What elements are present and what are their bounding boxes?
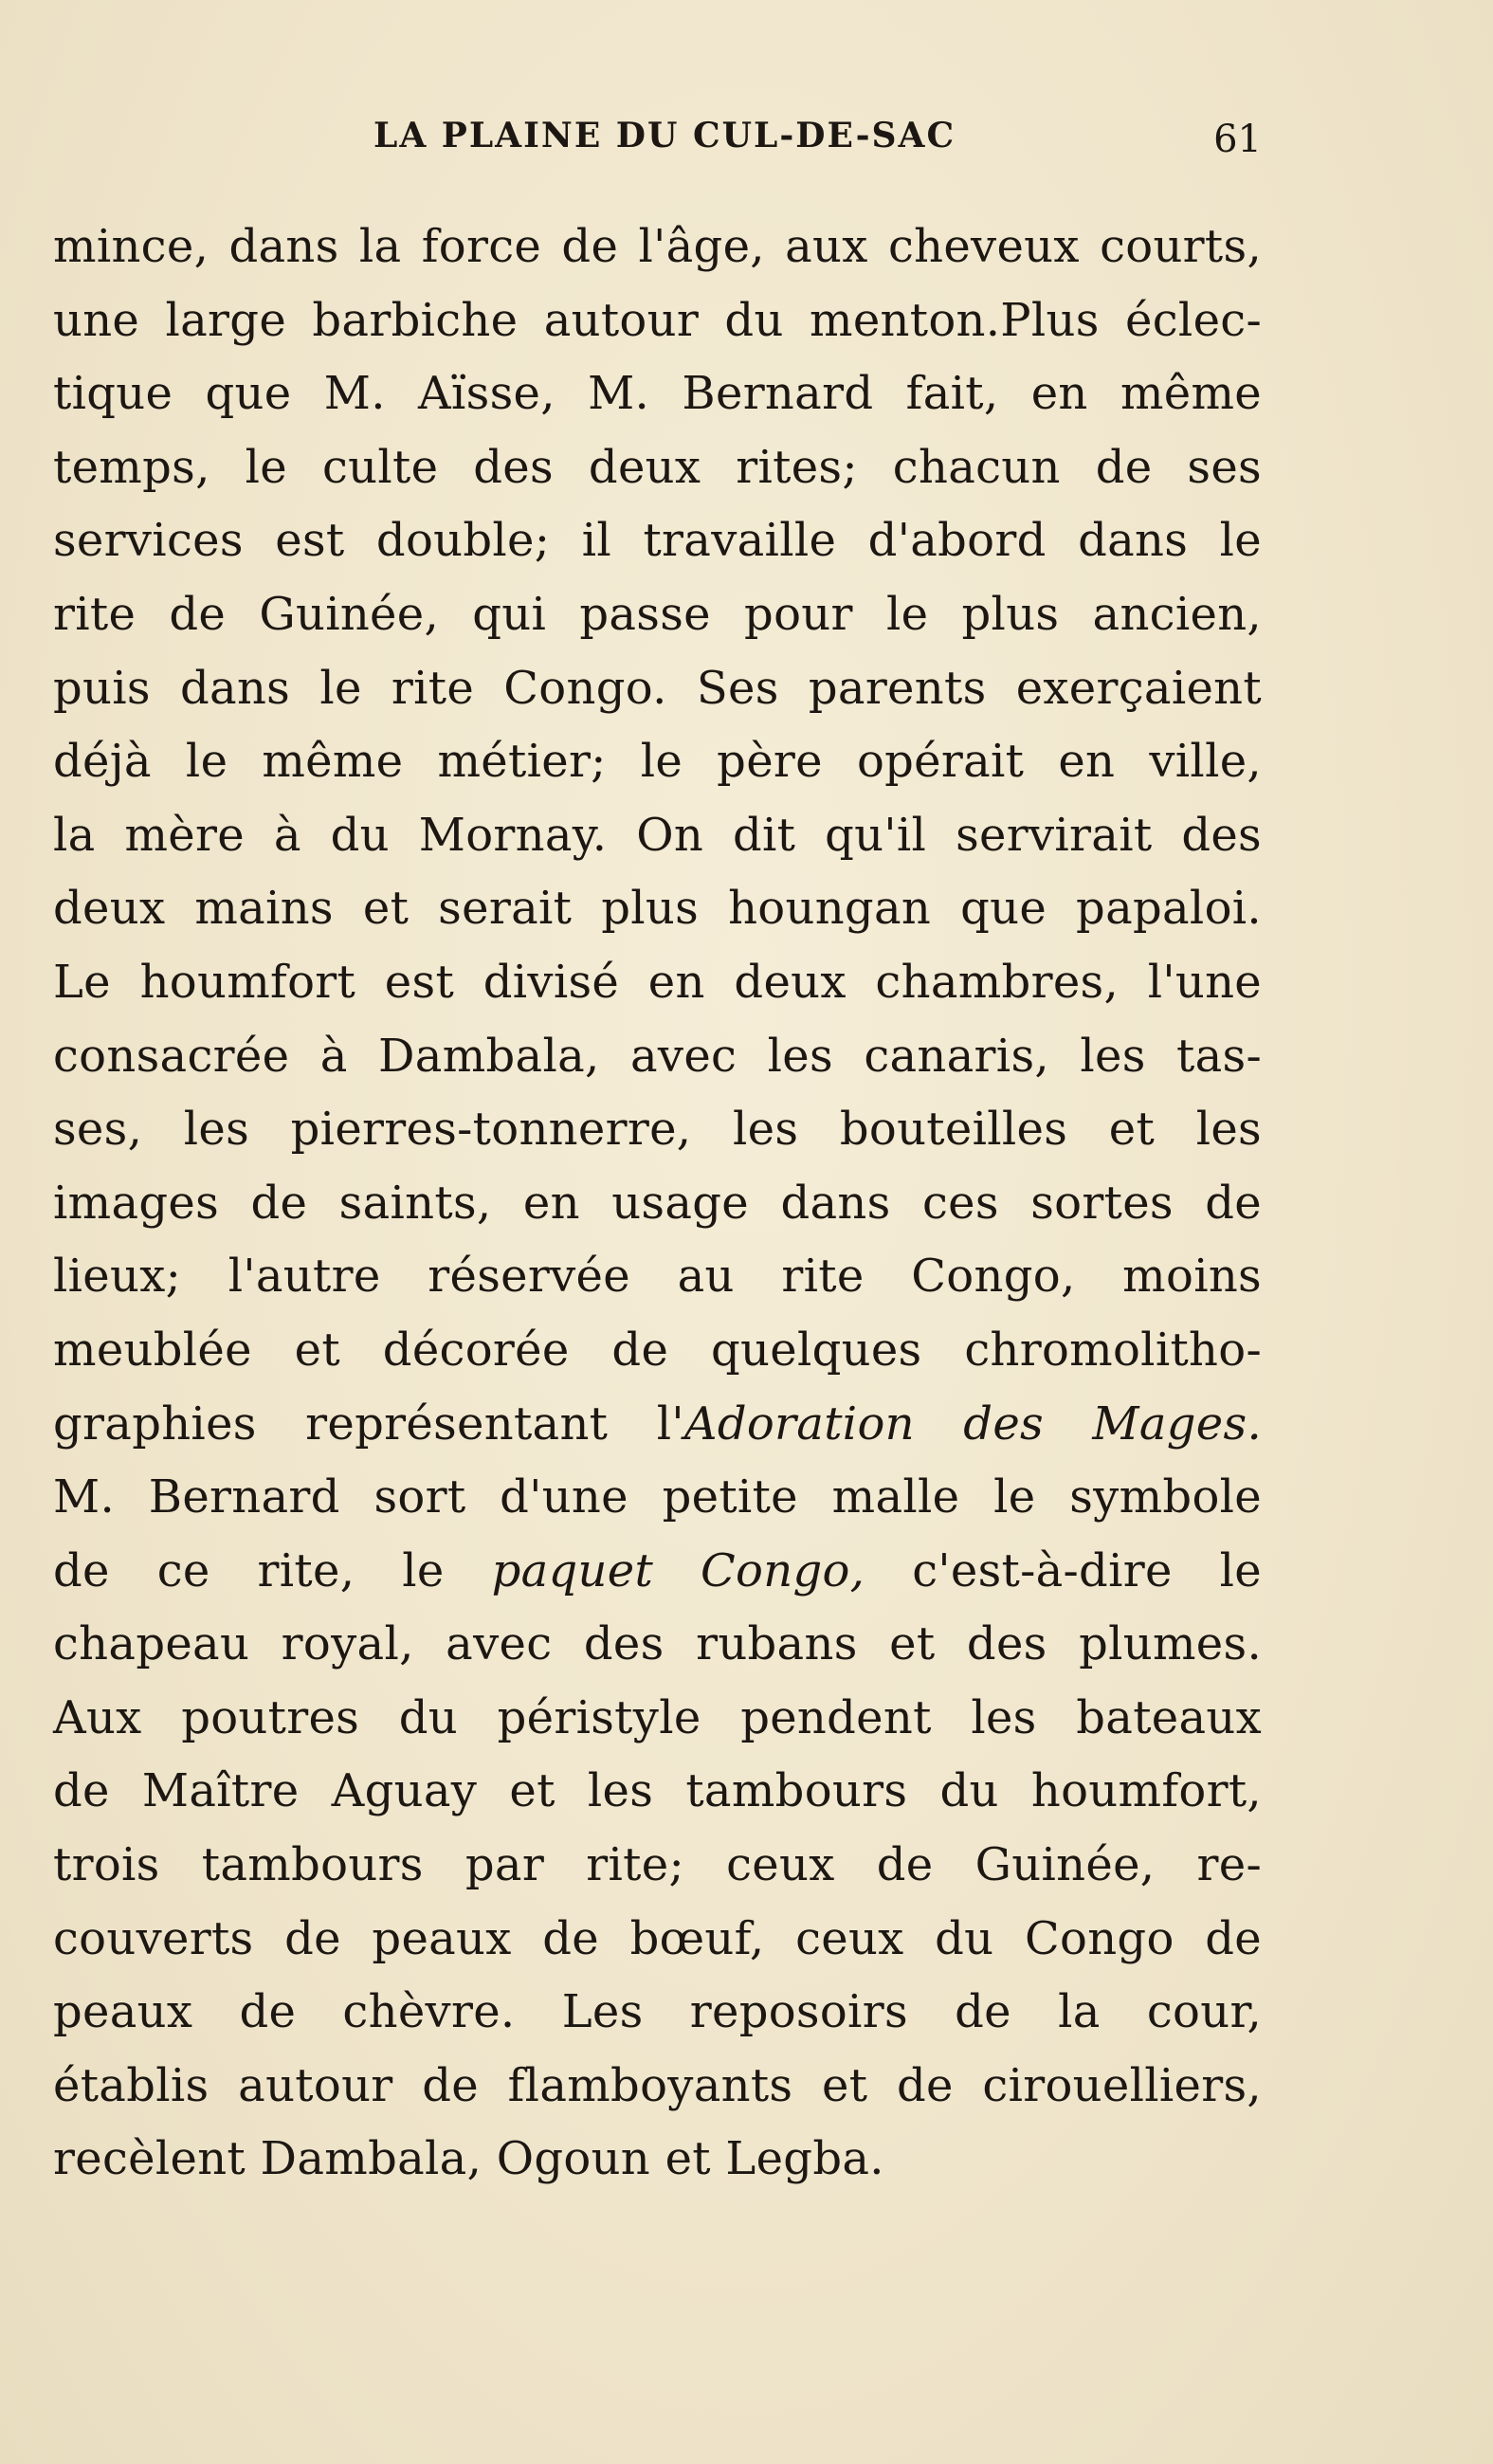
text-line: ses, les pierres-tonnerre, les bouteilles et les <box>53 1103 1262 1157</box>
text-line: mince, dans la force de l'âge, aux cheveux courts, <box>53 220 1262 273</box>
text-line: temps, le culte des deux rites; chacun de ses <box>53 440 1262 494</box>
text-line: rite de Guinée, qui passe pour le plus ancien, <box>53 587 1262 641</box>
text-line: une large barbiche autour du menton.Plus éclec- <box>53 293 1262 347</box>
text-line: tique que M. Aïsse, M. Bernard fait, en même <box>53 367 1262 421</box>
text-segment: c'est-à-dire le <box>865 1543 1262 1597</box>
text-line: peaux de chèvre. Les reposoirs de la cour, <box>53 1985 1262 2039</box>
text-line: deux mains et serait plus houngan que papaloi. <box>53 882 1262 936</box>
text-line-last: recèlent Dambala, Ogoun et Legba. <box>53 2132 884 2186</box>
text-line: la mère à du Mornay. On dit qu'il servirait des <box>53 808 1262 862</box>
text-line: images de saints, en usage dans ces sortes de <box>53 1176 1262 1230</box>
running-title: LA PLAINE DU CUL-DE-SAC <box>373 116 956 155</box>
text-line: services est double; il travaille d'abord dans le <box>53 514 1262 568</box>
text-line: chapeau royal, avec des rubans et des plumes. <box>53 1617 1262 1671</box>
italic-title-adoration: Adoration des Mages. <box>683 1396 1263 1451</box>
text-line: couverts de peaux de bœuf, ceux du Congo de <box>53 1911 1262 1965</box>
text-segment: graphies représentant l' <box>53 1396 684 1451</box>
text-line: M. Bernard sort d'une petite malle le symbole <box>53 1470 1262 1524</box>
text-line: Aux poutres du péristyle pendent les bateaux <box>53 1690 1262 1744</box>
text-segment: de ce rite, le <box>53 1543 492 1597</box>
text-line: meublée et décorée de quelques chromolitho- <box>53 1323 1262 1377</box>
body-text <box>53 210 1262 2197</box>
text-line: lieux; l'autre réservée au rite Congo, moins <box>53 1250 1262 1304</box>
italic-term-paquet-congo: paquet Congo, <box>491 1543 865 1597</box>
running-header <box>53 116 1262 163</box>
text-line: de Maître Aguay et les tambours du houmfort, <box>53 1764 1262 1818</box>
text-line: trois tambours par rite; ceux de Guinée, re- <box>53 1838 1262 1892</box>
text-line-adoration <box>53 1388 1262 1462</box>
text-line: consacrée à Dambala, avec les canaris, les tas- <box>53 1029 1262 1083</box>
text-line-paquet <box>53 1535 1262 1609</box>
text-line: établis autour de flamboyants et de cirouelliers, <box>53 2058 1262 2112</box>
text-line: Le houmfort est divisé en deux chambres, l'une <box>53 955 1262 1009</box>
text-line: déjà le même métier; le père opérait en ville, <box>53 735 1262 789</box>
text-line: puis dans le rite Congo. Ses parents exerçaient <box>53 661 1262 715</box>
page-number: 61 <box>1213 118 1262 161</box>
